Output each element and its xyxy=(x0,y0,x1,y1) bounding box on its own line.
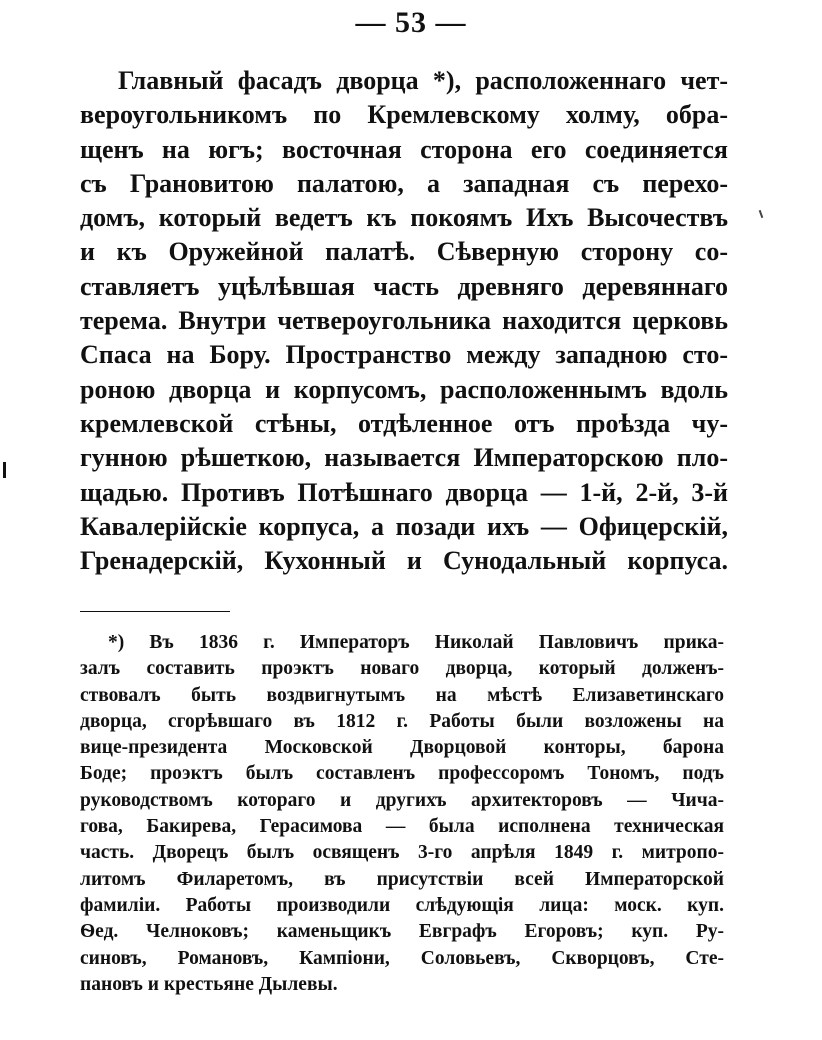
main-text-line: Гренадерскій, Кухонный и Сунодальный корпуса. xyxy=(80,546,728,576)
footnote-line: вице-президента Московской Дворцовой конторы, барона xyxy=(80,737,724,759)
main-text-line: терема. Внутри четвероугольника находится церковь xyxy=(80,306,728,336)
footnote-line: Боде; проэктъ былъ составленъ профессоромъ Тономъ, подъ xyxy=(80,763,724,785)
main-text-line: съ Грановитою палатою, а западная съ перехо- xyxy=(80,168,728,198)
main-paragraph xyxy=(80,64,728,578)
footnote-line: гова, Бакирева, Герасимова — была исполнена техническая xyxy=(80,816,724,838)
main-text-line: гунною рѣшеткою, называется Императорскою пло- xyxy=(80,443,728,473)
footnote-line: руководствомъ котораго и другихъ архитекторовъ — Чича- xyxy=(80,789,724,811)
main-text-line: домъ, который ведетъ къ покоямъ Ихъ Высочествъ xyxy=(80,203,728,233)
footnote-line: *) Въ 1836 г. Императоръ Николай Павловичъ прика- xyxy=(108,632,724,653)
footnote-line: литомъ Филаретомъ, въ присутствіи всей Императорской xyxy=(80,868,724,890)
main-text-line: Спаса на Бору. Пространство между западною сто- xyxy=(80,340,728,370)
margin-mark xyxy=(759,210,764,218)
footnote-divider xyxy=(80,611,230,612)
footnote-line: фамиліи. Работы производили слѣдующія лица: моск. куп. xyxy=(80,894,724,916)
main-text-line: кремлевской стѣны, отдѣленное отъ проѣзда чу- xyxy=(80,408,728,438)
main-text-line: вероугольникомъ по Кремлевскому холму, обра- xyxy=(80,100,728,130)
footnote-line: залъ составить проэктъ новаго дворца, который долженъ- xyxy=(80,658,724,680)
footnote-line: пановъ и крестьяне Дылевы. xyxy=(80,973,338,995)
main-text-line: и къ Оружейной палатѣ. Сѣверную сторону со- xyxy=(80,237,728,267)
main-text-line: ставляетъ уцѣлѣвшая часть древняго деревяннаго xyxy=(80,271,728,301)
footnote-line: Ѳед. Челноковъ; каменьщикъ Евграфъ Егоровъ; куп. Ру- xyxy=(80,921,724,943)
footnote-line: синовъ, Романовъ, Кампіони, Соловьевъ, Скворцовъ, Сте- xyxy=(80,947,724,969)
footnote xyxy=(80,630,724,998)
main-text-line: щенъ на югъ; восточная сторона его соединяется xyxy=(80,134,728,164)
margin-mark xyxy=(3,462,6,478)
main-text-line: Кавалерійскіе корпуса, а позади ихъ — Офицерскій, xyxy=(80,511,728,541)
page-number: — 53 — xyxy=(355,6,467,39)
main-text-line: щадью. Противъ Потѣшнаго дворца — 1-й, 2-й, 3-й xyxy=(80,477,728,507)
main-text-line: роною дворца и корпусомъ, расположеннымъ вдоль xyxy=(80,374,728,404)
footnote-line: ствовалъ быть воздвигнутымъ на мѣстѣ Елизаветинскаго xyxy=(80,684,724,706)
footnote-line: дворца, сгорѣвшаго въ 1812 г. Работы были возложены на xyxy=(80,710,724,732)
footnote-line: часть. Дворецъ былъ освященъ 3-го апрѣля 1849 г. митропо- xyxy=(80,842,724,864)
main-text-line: Главный фасадъ дворца *), расположеннаго чет- xyxy=(118,66,728,95)
